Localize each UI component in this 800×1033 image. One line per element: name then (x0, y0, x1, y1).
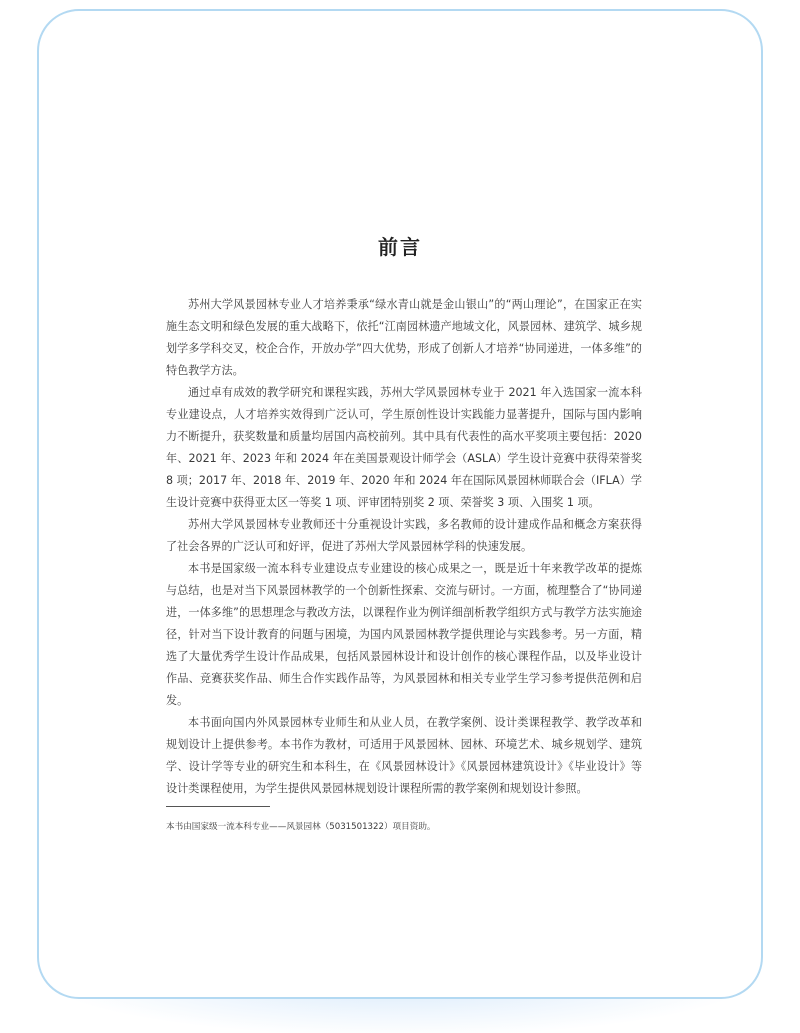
paragraph-awards: 通过卓有成效的教学研究和课程实践，苏州大学风景园林专业于 2021 年入选国家一流本科专业建设点，人才培养实效得到广泛认可，学生原创性设计实践能力显著提升，国际与国内影响力不断提升，获奖数量和质量均居国内高校前列。其中具有代表性的高水平奖项主要包括：2020 年、2021 年、2023 年和 2024 年在美国景观设计师学会（ASLA）学生设计竞赛中获得荣誉奖 8 项；2017 年、2018 年、2019 年、2020 年和 2024 年在国际风景园林师联合会（IFLA）学生设计竞赛中获得亚太区一等奖 1 项、评审团特别奖 2 项、荣誉奖 3 项、入围奖 1 项。 (166, 386, 642, 509)
footnote-divider (166, 806, 270, 807)
paragraph-talent-cultivation: 苏州大学风景园林专业人才培养秉承“绿水青山就是金山银山”的“两山理论”，在国家正在实施生态文明和绿色发展的重大战略下，依托“江南园林遗产地域文化，风景园林、建筑学、城乡规划学多学科交叉，校企合作，开放办学”四大优势，形成了创新人才培养“协同递进，一体多维”的特色教学方法。 (166, 298, 642, 377)
paragraph-book-purpose: 本书是国家级一流本科专业建设点专业建设的核心成果之一，既是近十年来教学改革的提炼与总结，也是对当下风景园林教学的一个创新性探索、交流与研讨。一方面，梳理整合了“协同递进，一体多维”的思想理念与教改方法，以课程作业为例详细剖析教学组织方式与教学方法实施途径，针对当下设计教育的问题与困境，为国内风景园林教学提供理论与实践参考。另一方面，精选了大量优秀学生设计作品成果，包括风景园林设计和设计创作的核心课程作品，以及毕业设计作品、竞赛获奖作品、师生合作实践作品等，为风景园林和相关专业学生学习参考提供范例和启发。 (166, 562, 642, 707)
paragraph-faculty-practice: 苏州大学风景园林专业教师还十分重视设计实践，多名教师的设计建成作品和概念方案获得了社会各界的广泛认可和好评，促进了苏州大学风景园林学科的快速发展。 (166, 518, 642, 553)
paragraph-audience: 本书面向国内外风景园林专业师生和从业人员，在教学案例、设计类课程教学、教学改革和规划设计上提供参考。本书作为教材，可适用于风景园林、园林、环境艺术、城乡规划学、建筑学、设计学等专业的研究生和本科生，在《风景园林设计》《风景园林建筑设计》《毕业设计》等设计类课程使用，为学生提供风景园林规划设计课程所需的教学案例和规划设计参照。 (166, 716, 642, 795)
page-title: 前言 (378, 235, 422, 259)
footnote: 本书由国家级一流本科专业——风景园林（5031501322）项目资助。 (166, 822, 436, 832)
preface-body (166, 294, 642, 800)
